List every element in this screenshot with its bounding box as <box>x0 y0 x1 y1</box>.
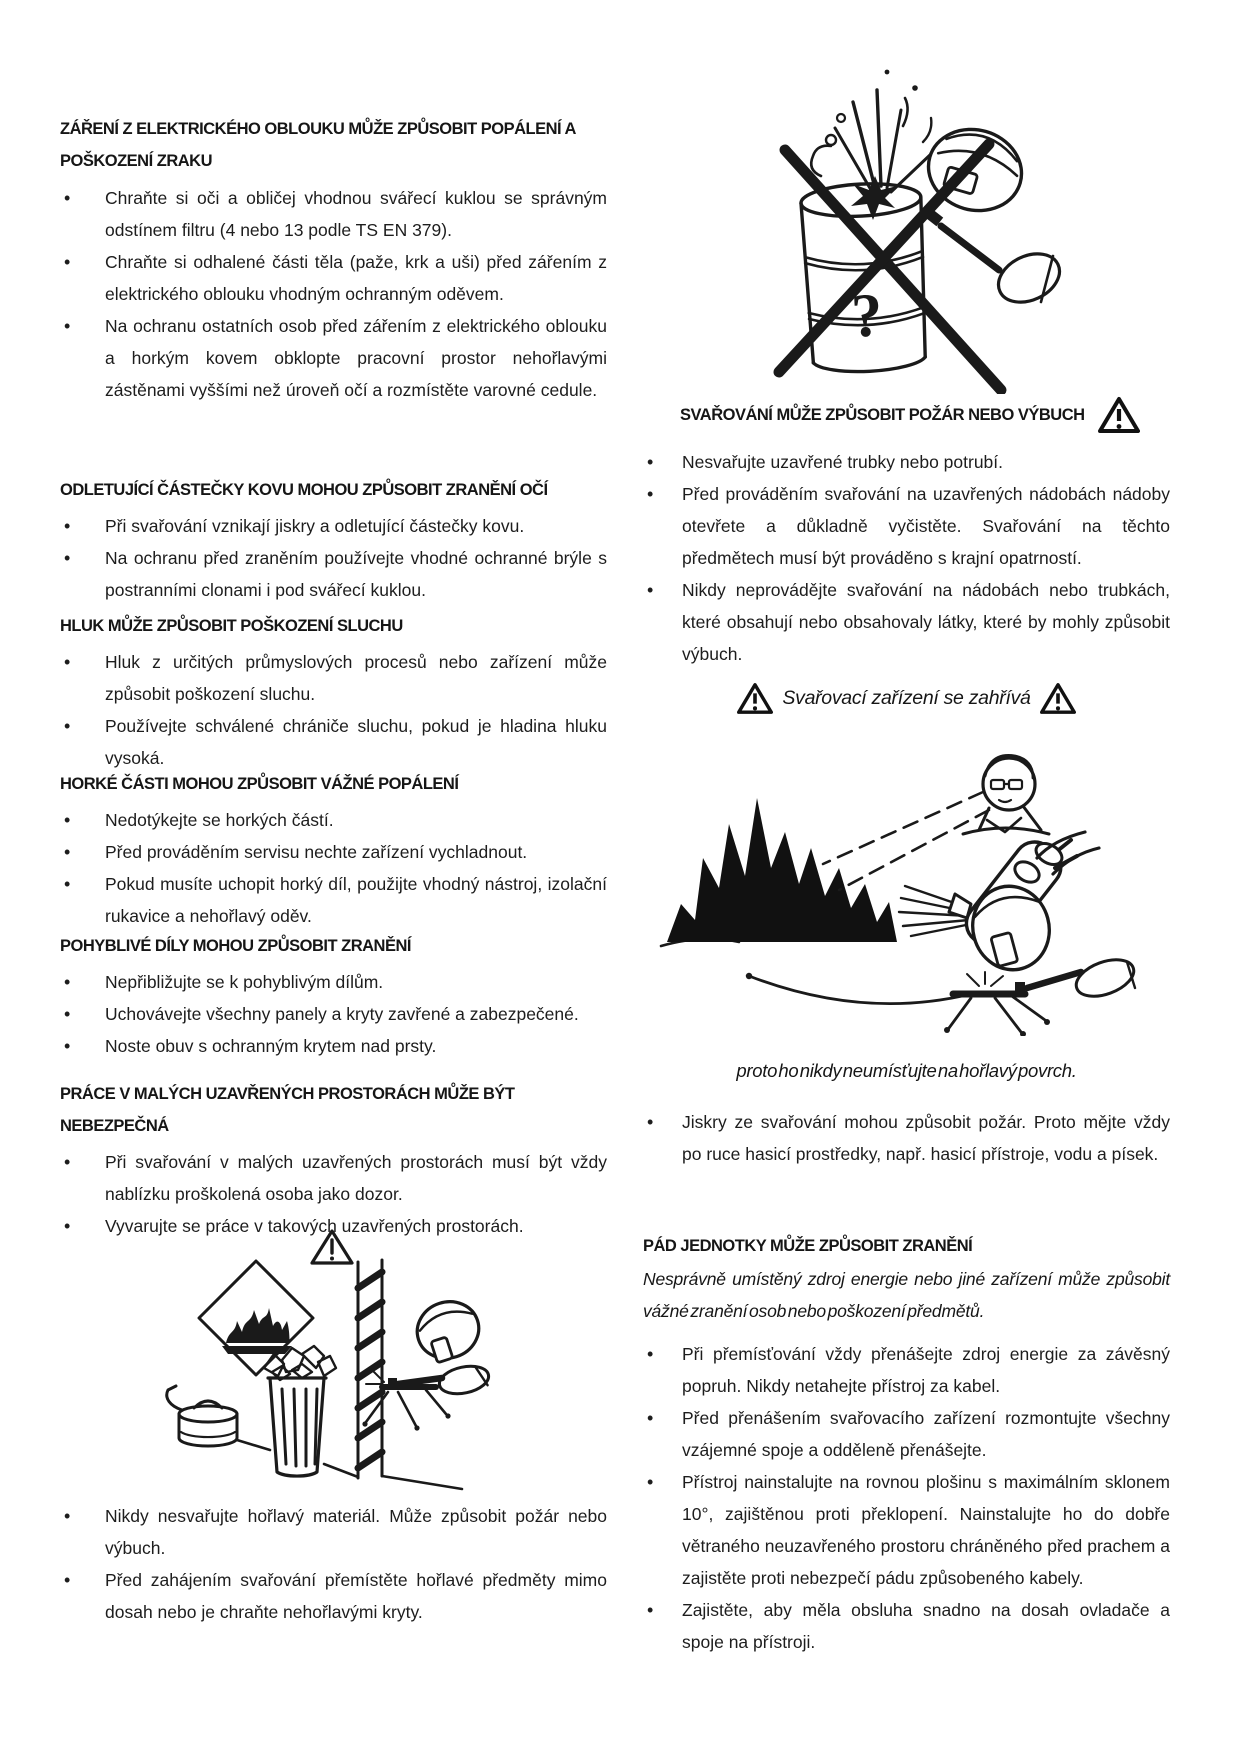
list-item: • Přístroj nainstalujte na rovnou plošinu s maximálním sklonem 10°, zajištěnou proti překlopení. Nainstalujte ho do dobře větraného neuzavřeného prostoru chráněného před prachem a zajistěte proti nebezpečí pádu způsobeného kabely. <box>643 1466 1170 1594</box>
list-item: • Nedotýkejte se horkých částí. <box>60 804 607 836</box>
right-column <box>643 0 1170 1754</box>
section-arc-radiation <box>60 113 607 406</box>
list-item: • Při přemísťování vždy přenášejte zdroj energie za závěsný popruh. Nikdy netahejte přístroj za kabel. <box>643 1338 1170 1402</box>
warning-triangle-icon <box>737 682 773 715</box>
section-confined-spaces <box>60 1078 607 1242</box>
list-item: • Nesvařujte uzavřené trubky nebo potrubí. <box>643 446 1170 478</box>
section-moving-parts: POHYBLIVÉ DÍLY MOHOU ZPŮSOBIT ZRANĚNÍ • Nepřibližujte se k pohyblivým dílům. • Uchovávejte všechny panely a kryty zavřené a zabezpečené. • Noste obuv s ochranným krytem nad prsty. <box>60 930 607 1062</box>
list-item: • Před prováděním svařování na uzavřených nádobách nádoby otevřete a důkladně vyčistěte. Svařování na těchto předmětech musí být prováděno s krajní opatrností. <box>643 478 1170 574</box>
bullet-list <box>60 182 607 406</box>
list-item: • Před přenášením svařovacího zařízení rozmontujte všechny vzájemné spoje a odděleně přenášejte. <box>643 1402 1170 1466</box>
list-item: • Noste obuv s ochranným krytem nad prsty. <box>60 1030 607 1062</box>
list-item: • Uchovávejte všechny panely a kryty zavřené a zabezpečené. <box>60 998 607 1030</box>
bullet-list <box>60 510 607 606</box>
list-item: • Při svařování vznikají jiskry a odletující částečky kovu. <box>60 510 607 542</box>
bullet-list <box>60 966 607 1062</box>
extinguisher-fire-welding-illustration <box>653 736 1163 1036</box>
list-item: • Chraňte si oči a obličej vhodnou svářecí kuklou se správným odstínem filtru (4 nebo 13 podle TS EN 379). <box>60 182 607 246</box>
fire-bullets <box>643 446 1170 670</box>
list-item: • Používejte schválené chrániče sluchu, pokud je hladina hluku vysoká. <box>60 710 607 774</box>
list-item: • Pokud musíte uchopit horký díl, použijte vhodný nástroj, izolační rukavice a nehořlavý oděv. <box>60 868 607 932</box>
list-item: • Před zahájením svařování přemístěte hořlavé předměty mimo dosah nebo je chraňte nehořlavými kryty. <box>60 1564 607 1628</box>
section-heading: SVAŘOVÁNÍ MŮŽE ZPŮSOBIT POŽÁR NEBO VÝBUCH <box>680 406 1085 424</box>
section-fire-explosion <box>643 396 1170 434</box>
flammable-material-bullets <box>60 1500 607 1628</box>
trash-can-drawing <box>264 1346 336 1476</box>
section-flying-particles: ODLETUJÍCÍ ČÁSTEČKY KOVU MOHOU ZPŮSOBIT ZRANĚNÍ OČÍ • Při svařování vznikají jiskry a odletující částečky kovu. • Na ochranu před zraněním používejte vhodné ochranné brýle s postranními clonami i pod svářecí kuklou. <box>60 474 607 606</box>
section-noise: HLUK MŮŽE ZPŮSOBIT POŠKOZENÍ SLUCHU • Hluk z určitých průmyslových procesů nebo zařízení může způsobit poškození sluchu. • Používejte schválené chrániče sluchu, pokud je hladina hluku vysoká. <box>60 610 607 774</box>
glove-torch-drawing <box>925 209 1065 312</box>
unit-fall-intro: Nesprávně umístěný zdroj energie nebo jiné zařízení může způsobit vážné zranění osob nebo poškození předmětů. <box>643 1269 1170 1321</box>
kettle-drawing <box>167 1386 237 1446</box>
section-heading-unit-fall: PÁD JEDNOTKY MŮŽE ZPŮSOBIT ZRANĚNÍ <box>643 1237 973 1255</box>
bullet-list <box>60 646 607 774</box>
unit-fall-bullets <box>643 1338 1170 1658</box>
confined-space-fire-hazard-illustration <box>126 1226 586 1494</box>
no-welding-closed-drum-illustration <box>735 58 1065 394</box>
left-column <box>60 0 607 1754</box>
wall-corner-drawing <box>237 1260 462 1489</box>
warning-triangle-icon <box>1040 682 1076 715</box>
list-item: • Před prováděním servisu nechte zařízení vychladnout. <box>60 836 607 868</box>
list-item: • Na ochranu ostatních osob před zářením z elektrického oblouku a horkým kovem obklopte pracovní prostor nehořlavými zástěnami vyššími než úroveň očí a rozmístěte varovné cedule. <box>60 310 607 406</box>
sight-dashed-lines <box>823 792 989 890</box>
bullet-list <box>60 804 607 932</box>
list-item: • Vyvarujte se práce v takových uzavřených prostorách. <box>60 1210 607 1242</box>
list-item: • Jiskry ze svařování mohou způsobit požár. Proto mějte vždy po ruce hasicí prostředky, např. hasicí přístroje, vodu a písek. <box>643 1106 1170 1170</box>
flammable-diamond-icon <box>199 1261 313 1375</box>
list-item: • Nepřibližujte se k pohyblivým dílům. <box>60 966 607 998</box>
list-item: • Na ochranu před zraněním používejte vhodné ochranné brýle s postranními clonami i pod svářecí kuklou. <box>60 542 607 606</box>
equipment-heats-caption <box>643 682 1170 715</box>
welding-hand-drawing <box>746 953 1139 1036</box>
list-item: • Zajistěte, aby měla obsluha snadno na dosah ovladače a spoje na přístroji. <box>643 1594 1170 1658</box>
section-heading: PRÁCE V MALÝCH UZAVŘENÝCH PROSTORÁCH MŮŽE BÝT NEBEZPEČNÁ <box>60 1085 515 1135</box>
caption-text: Svařovací zařízení se zahřívá <box>782 687 1031 709</box>
list-item: • Hluk z určitých průmyslových procesů nebo zařízení může způsobit poškození sluchu. <box>60 646 607 710</box>
section-heading: ZÁŘENÍ Z ELEKTRICKÉHO OBLOUKU MŮŽE ZPŮSOBIT POPÁLENÍ A POŠKOZENÍ ZRAKU <box>60 120 576 170</box>
flammable-surface-caption: proto ho nikdy neumísťujte na hořlavý povrch. <box>736 1060 1077 1081</box>
list-item: • Nikdy neprovádějte svařování na nádobách nebo trubkách, které obsahují nebo obsahovaly látky, které by mohly způsobit výbuch. <box>643 574 1170 670</box>
sparks-bullets <box>643 1106 1170 1170</box>
fire-flames-drawing <box>661 798 897 946</box>
list-item: • Nikdy nesvařujte hořlavý materiál. Může způsobit požár nebo výbuch. <box>60 1500 607 1564</box>
barrel-question-mark: ? <box>849 281 885 351</box>
section-hot-parts: HORKÉ ČÁSTI MOHOU ZPŮSOBIT VÁŽNÉ POPÁLENÍ • Nedotýkejte se horkých částí. • Před prováděním servisu nechte zařízení vychladnout. • Pokud musíte uchopit horký díl, použijte vhodný nástroj, izolační rukavice a nehořlavý oděv. <box>60 768 607 932</box>
list-item: • Při svařování v malých uzavřených prostorách musí být vždy nablízku proškolená osoba jako dozor. <box>60 1146 607 1210</box>
warning-triangle-icon <box>1098 396 1140 434</box>
list-item: • Chraňte si odhalené části těla (paže, krk a uši) před zářením z elektrického oblouku vhodným ochranným oděvem. <box>60 246 607 310</box>
warning-triangle-icon <box>312 1231 352 1263</box>
